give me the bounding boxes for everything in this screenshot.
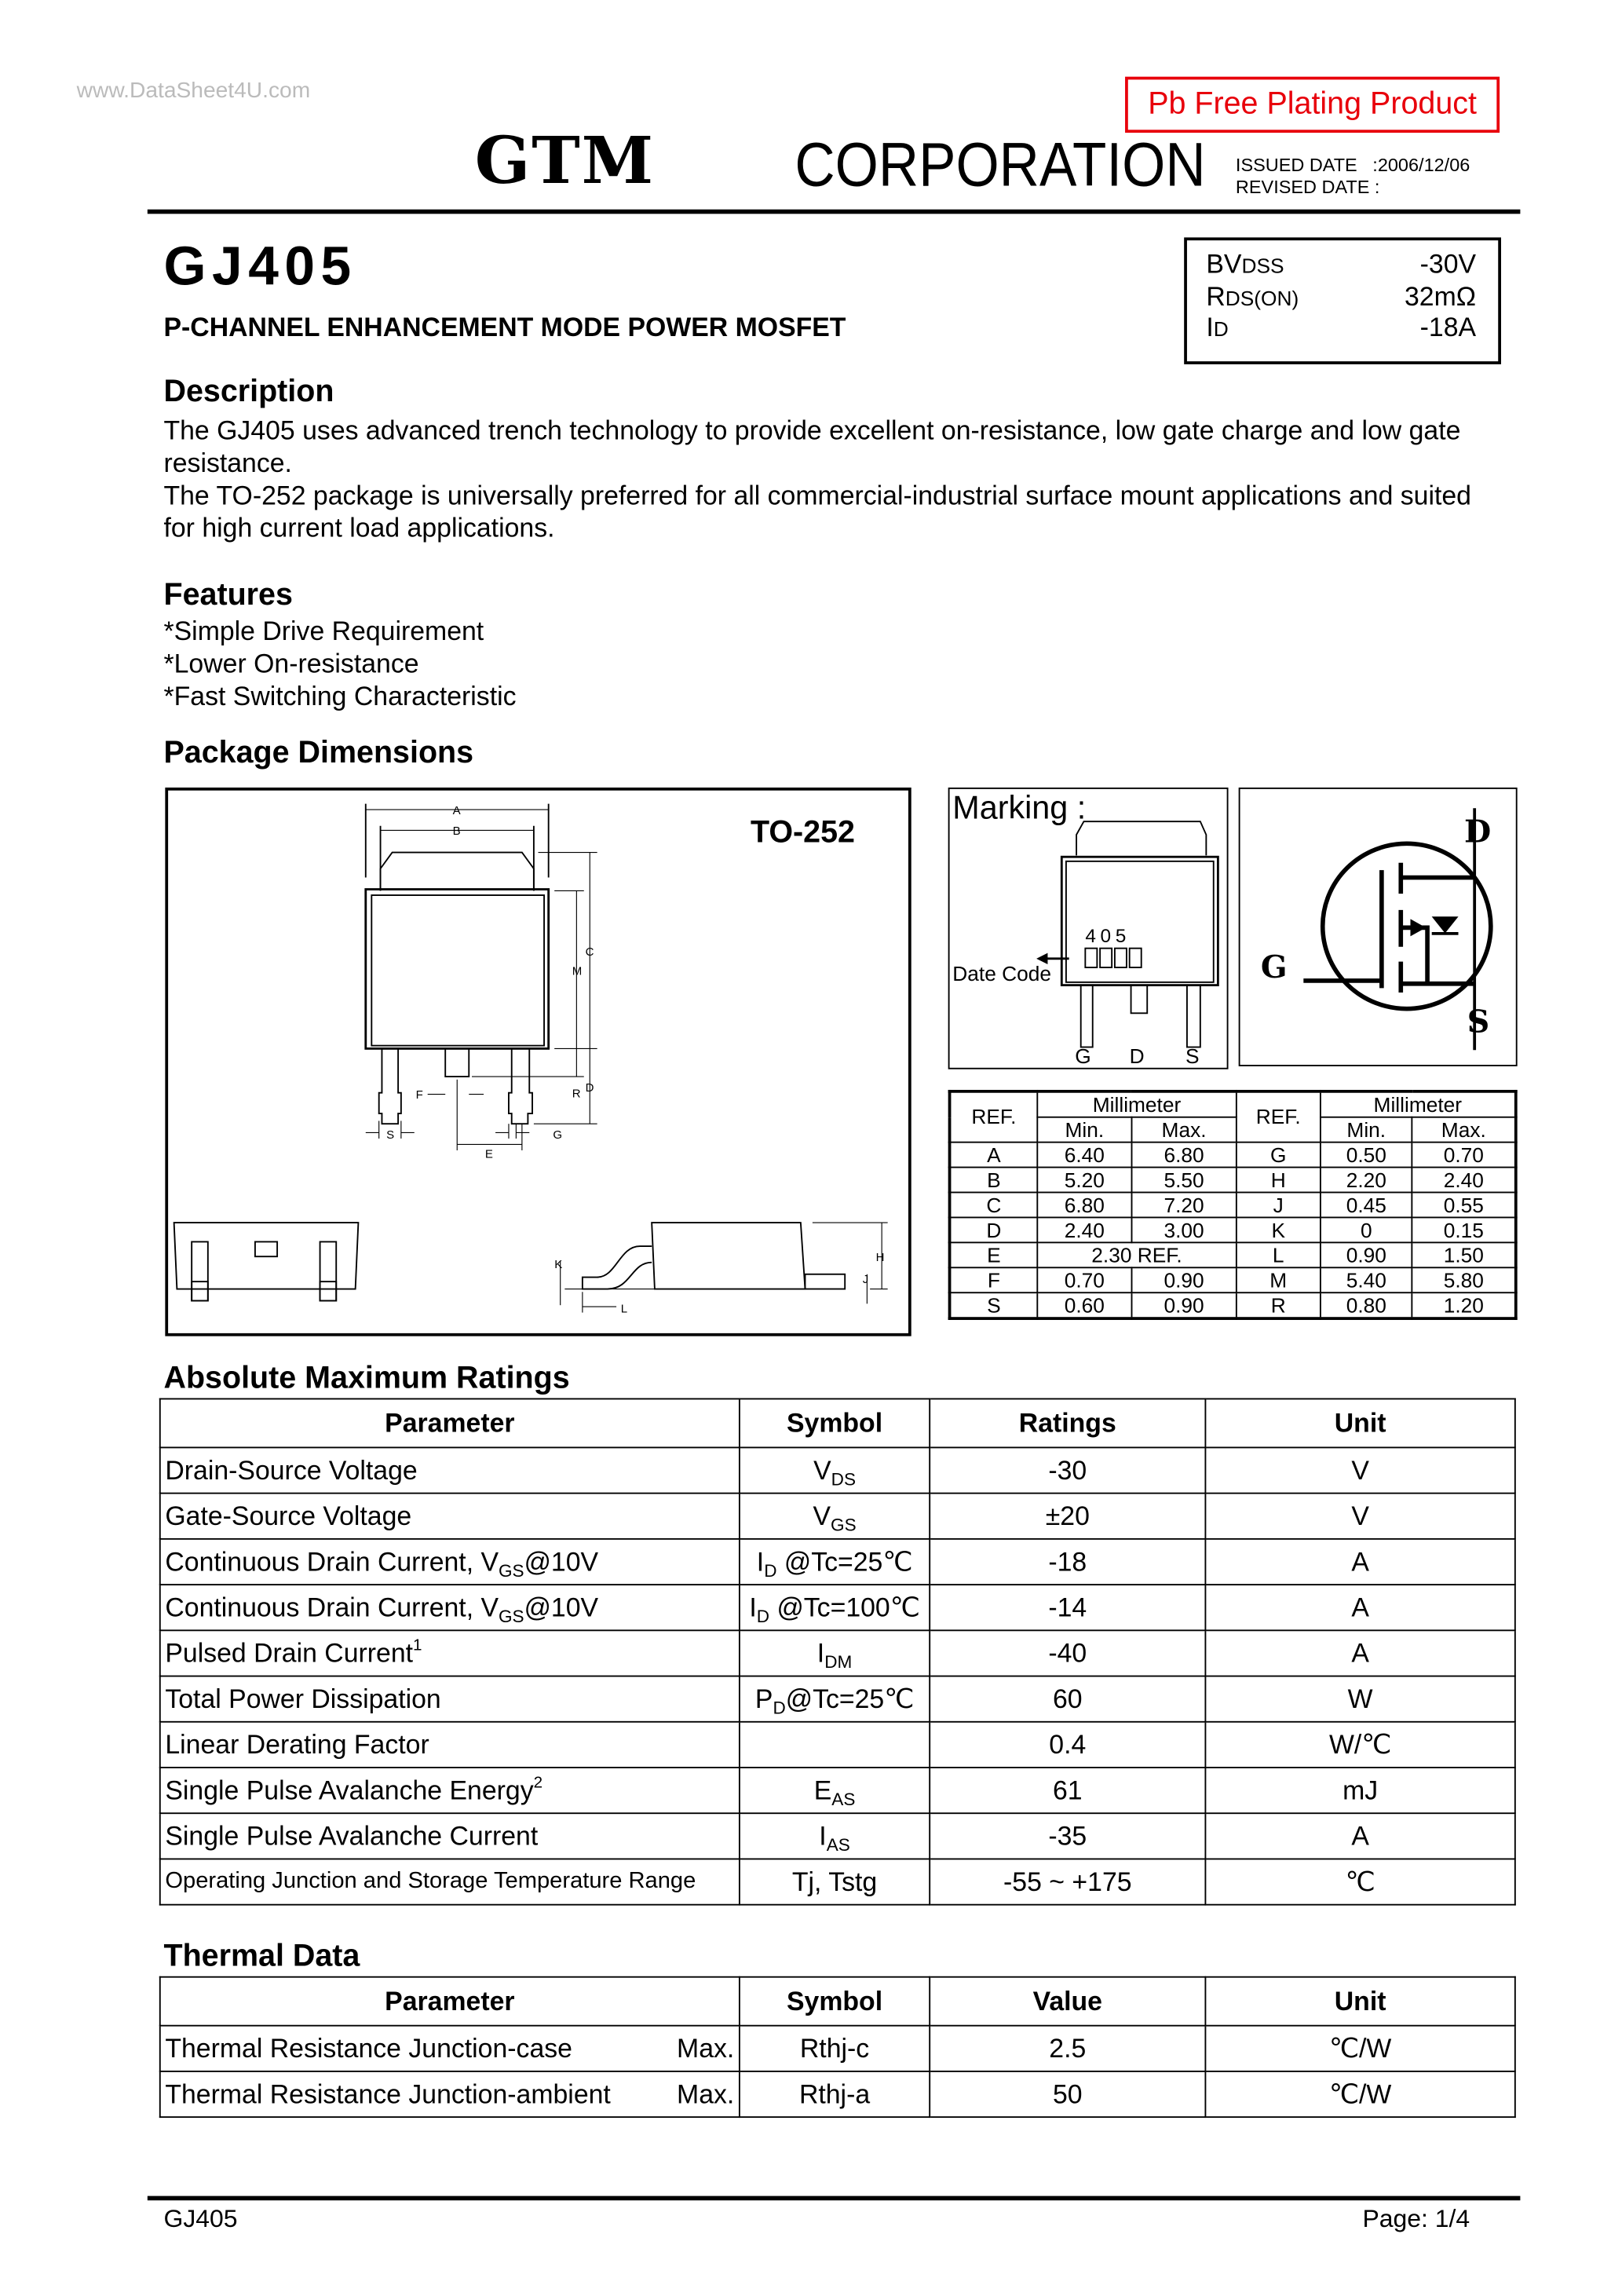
table-row (160, 2026, 1515, 2071)
rating-value: -30 (930, 1447, 1205, 1493)
thermal-qualifier: Max. (677, 2078, 735, 2108)
rating-symbol: $I_{DM}$ (740, 1630, 930, 1676)
dim-ref: H (1237, 1168, 1321, 1193)
dimension-row (950, 1168, 1516, 1193)
dim-max: 6.80 (1131, 1143, 1236, 1168)
dim-max: 0.90 (1131, 1292, 1236, 1318)
rating-unit: ℃ (1205, 1859, 1514, 1904)
dim-max: 1.20 (1412, 1292, 1516, 1318)
pb-free-badge: Pb Free Plating Product (1125, 77, 1500, 133)
mm-header: Millimeter (1037, 1091, 1236, 1117)
description-text: The GJ405 uses advanced trench technology to provide excellent on-resistance, low gate charge and low gate resistance. The TO-252 package is universally preferred for all commercial-industrial surface mount applications and suited for high current load applications. (163, 415, 1471, 543)
rating-value: 0.4 (930, 1722, 1205, 1768)
dim-min: 0.70 (1037, 1267, 1131, 1292)
feature-item: *Fast Switching Characteristic (163, 681, 517, 711)
thermal-unit: ℃/W (1205, 2071, 1514, 2117)
thermal-parameter-name: Thermal Resistance Junction-ambient (165, 2078, 611, 2108)
mm-header: Millimeter (1321, 1091, 1516, 1117)
dim-ref: G (1237, 1143, 1321, 1168)
dim-min: 0.60 (1037, 1292, 1131, 1318)
to252-side-view (561, 1223, 888, 1313)
dimension-row (950, 1267, 1516, 1292)
dim-ref: E (950, 1242, 1038, 1267)
dim-ref: A (950, 1143, 1038, 1168)
rating-value: 60 (930, 1676, 1205, 1722)
rating-unit: A (1205, 1539, 1514, 1585)
dim-min: 2.40 (1037, 1217, 1131, 1242)
product-subtitle: P-CHANNEL ENHANCEMENT MODE POWER MOSFET (163, 313, 846, 342)
table-row (160, 1768, 1515, 1813)
rating-value: -18 (930, 1539, 1205, 1585)
rating-value: -14 (930, 1585, 1205, 1630)
thermal-unit: ℃/W (1205, 2026, 1514, 2071)
rating-parameter: Gate-Source Voltage (160, 1493, 740, 1539)
dim-label-e: E (484, 1147, 493, 1161)
marking-package-drawing (1038, 821, 1218, 1047)
dimensions-table (948, 1090, 1518, 1320)
min-header: Min. (1321, 1117, 1412, 1143)
dim-label-l: L (620, 1302, 628, 1316)
rating-parameter: Continuous Drain Current, $V_{GS}@10V$ (160, 1585, 740, 1630)
ratings-table: Parameter Symbol Ratings Unit Drain-Source Voltage $V_{DS}$ -30 V Gate-Source Voltage $V_{GS}$ ±20 V Continuous Drain Current, $V_{GS}@10V$ $I_D$ @Tc=25℃ -18 A Continuous Drain Current, $V_{GS}@10V$ $I_D$ @Tc=100℃ -14 A Pulsed Drain Current$^1$ $I_{DM}$ -40 A Total Power Dissipation $P_D@Tc=25℃$ 60 W Linear Derating Factor 0.4 W/℃ Single Pulse Avalanche Energy$^2$ $E_{AS}$ 61 mJ Single Pulse Avalanche Current $I_{AS}$ -35 A Operating Junction and Storage Temperature Range Tj, Tstg -55 ~ +175 ℃ (159, 1398, 1516, 1906)
dim-ref: S (950, 1292, 1038, 1318)
dim-label-j: J (862, 1273, 869, 1287)
thermal-symbol: Rthj-c (740, 2026, 930, 2071)
rating-unit: mJ (1205, 1768, 1514, 1813)
table-row (160, 1859, 1515, 1904)
rating-parameter: Total Power Dissipation (160, 1676, 740, 1722)
package-name: TO-252 (750, 815, 856, 850)
table-row (160, 2071, 1515, 2117)
rating-symbol: $I_{AS}$ (740, 1813, 930, 1859)
ref-header: REF. (950, 1091, 1038, 1143)
dim-min: 5.40 (1321, 1267, 1412, 1292)
thermal-parameter (160, 2026, 740, 2071)
dim-min: 0.45 (1321, 1193, 1412, 1218)
rating-symbol (740, 1722, 930, 1768)
date-code-label: Date Code (952, 961, 1052, 985)
rating-symbol: $I_D$ @Tc=100℃ (740, 1585, 930, 1630)
pin-label-d: D (1129, 1044, 1145, 1068)
dimension-row (950, 1217, 1516, 1242)
dim-max: 7.20 (1131, 1193, 1236, 1218)
rating-parameter: Operating Junction and Storage Temperature Range (160, 1859, 740, 1904)
brand-logo: GTM (474, 123, 655, 199)
rating-unit: A (1205, 1813, 1514, 1859)
dim-min: 2.20 (1321, 1168, 1412, 1193)
rating-symbol: Tj, Tstg (740, 1859, 930, 1904)
symbol-drain-label: D (1464, 812, 1492, 850)
dim-max: 5.80 (1412, 1267, 1516, 1292)
thermal-symbol: Rthj-a (740, 2071, 930, 2117)
max-header: Max. (1131, 1117, 1236, 1143)
dim-max: 2.40 (1412, 1168, 1516, 1193)
dim-min: 6.80 (1037, 1193, 1131, 1218)
footer-part: GJ405 (163, 2204, 238, 2233)
pin-label-g: G (1075, 1044, 1091, 1068)
dim-label-r: R (572, 1087, 581, 1101)
rating-parameter: Single Pulse Avalanche Energy$^2$ (160, 1768, 740, 1813)
rating-parameter: Single Pulse Avalanche Current (160, 1813, 740, 1859)
dim-ref: R (1237, 1292, 1321, 1318)
dim-max: 1.50 (1412, 1242, 1516, 1267)
rating-unit: A (1205, 1630, 1514, 1676)
issued-date-value: :2006/12/06 (1372, 155, 1470, 176)
watermark: www.DataSheet4U.com (76, 78, 311, 104)
symbol-source-label: S (1467, 1003, 1490, 1040)
table-row (160, 1539, 1515, 1585)
dim-min: 0.50 (1321, 1143, 1412, 1168)
revised-date-label: REVISED DATE : (1235, 177, 1380, 198)
dim-label-c: C (585, 945, 594, 960)
dim-ref: F (950, 1267, 1038, 1292)
dim-max: 0.55 (1412, 1193, 1516, 1218)
dim-max: 0.70 (1412, 1143, 1516, 1168)
rating-symbol: $V_{GS}$ (740, 1493, 930, 1539)
dim-ref: B (950, 1168, 1038, 1193)
spec-bvdss: BVDSS -30V (1206, 249, 1477, 279)
dim-ref: D (950, 1217, 1038, 1242)
rating-parameter: Drain-Source Voltage (160, 1447, 740, 1493)
dim-ref: M (1237, 1267, 1321, 1292)
dim-label-b: B (452, 824, 461, 839)
dim-ref-value: 2.30 REF. (1037, 1242, 1236, 1267)
table-row (160, 1630, 1515, 1676)
dim-label-s: S (386, 1128, 395, 1142)
feature-item: *Lower On-resistance (163, 649, 419, 678)
dim-label-d: D (585, 1080, 594, 1095)
dim-label-f: F (415, 1088, 423, 1102)
thermal-value: 50 (930, 2071, 1205, 2117)
rating-unit: V (1205, 1493, 1514, 1539)
table-row (160, 1447, 1515, 1493)
ratings-heading: Absolute Maximum Ratings (163, 1361, 570, 1395)
dim-label-h: H (875, 1250, 885, 1264)
dimension-row (950, 1292, 1516, 1318)
dim-min: 0 (1321, 1217, 1412, 1242)
pin-label-s: S (1185, 1044, 1200, 1068)
rating-parameter: Pulsed Drain Current$^1$ (160, 1630, 740, 1676)
page-number: Page: 1/4 (1362, 2204, 1470, 2233)
dim-max: 5.50 (1131, 1168, 1236, 1193)
dim-ref: J (1237, 1193, 1321, 1218)
features-heading: Features (163, 578, 293, 612)
spec-id: ID -18A (1206, 313, 1477, 342)
rating-symbol: $E_{AS}$ (740, 1768, 930, 1813)
rating-unit: V (1205, 1447, 1514, 1493)
corporation-label: CORPORATION (795, 130, 1206, 199)
footer-rule (148, 2196, 1521, 2201)
rating-unit: W (1205, 1676, 1514, 1722)
dimension-row (950, 1143, 1516, 1168)
thermal-table: Parameter Symbol Value Unit Thermal Resistance Junction-case Max. Rthj-c 2.5 ℃/W Thermal Resistance Junction-ambient Max. Rthj-a 50 ℃/W (159, 1976, 1516, 2118)
dim-min: 6.40 (1037, 1143, 1131, 1168)
rating-value: -35 (930, 1813, 1205, 1859)
marking-label: Marking : (952, 788, 1087, 826)
rating-value: 61 (930, 1768, 1205, 1813)
dim-label-m: M (572, 964, 583, 978)
rating-symbol: $P_D@Tc=25℃$ (740, 1676, 930, 1722)
description-heading: Description (163, 375, 334, 409)
package-heading: Package Dimensions (163, 736, 474, 770)
rating-symbol: $V_{DS}$ (740, 1447, 930, 1493)
rating-value: -55 ~ +175 (930, 1859, 1205, 1904)
rating-parameter: Continuous Drain Current, $V_{GS}@10V$ (160, 1539, 740, 1585)
issued-date-label: ISSUED DATE (1235, 155, 1357, 176)
dim-ref: L (1237, 1242, 1321, 1267)
table-row (160, 1676, 1515, 1722)
rating-parameter: Linear Derating Factor (160, 1722, 740, 1768)
table-row (160, 1585, 1515, 1630)
marking-code: 405 (1085, 924, 1131, 947)
table-row (160, 1722, 1515, 1768)
thermal-value: 2.5 (930, 2026, 1205, 2071)
part-number: GJ405 (163, 236, 357, 297)
rating-value: ±20 (930, 1493, 1205, 1539)
to252-front-view (174, 1223, 359, 1301)
dim-min: 5.20 (1037, 1168, 1131, 1193)
rating-unit: W/℃ (1205, 1722, 1514, 1768)
thermal-parameter (160, 2071, 740, 2117)
feature-item: *Simple Drive Requirement (163, 616, 484, 646)
symbol-gate-label: G (1260, 948, 1288, 985)
rating-symbol: $I_D$ @Tc=25℃ (740, 1539, 930, 1585)
dim-label-k: K (554, 1258, 563, 1272)
ref-header: REF. (1237, 1091, 1321, 1143)
dim-min: 0.80 (1321, 1292, 1412, 1318)
dimension-row (950, 1193, 1516, 1218)
rating-value: -40 (930, 1630, 1205, 1676)
dimension-row (950, 1242, 1516, 1267)
dim-max: 0.90 (1131, 1267, 1236, 1292)
min-header: Min. (1037, 1117, 1131, 1143)
table-row (160, 1813, 1515, 1859)
dim-min: 0.90 (1321, 1242, 1412, 1267)
spec-rdson: RDS(ON) 32mΩ (1206, 281, 1477, 312)
to252-top-view (366, 804, 597, 1150)
max-header: Max. (1412, 1117, 1516, 1143)
mosfet-symbol-icon (1303, 808, 1491, 1050)
dim-label-a: A (452, 803, 461, 817)
dim-max: 3.00 (1131, 1217, 1236, 1242)
dim-ref: C (950, 1193, 1038, 1218)
dim-label-g: G (553, 1128, 563, 1142)
thermal-qualifier: Max. (677, 2033, 735, 2063)
thermal-parameter-name: Thermal Resistance Junction-case (165, 2033, 572, 2063)
table-row (160, 1493, 1515, 1539)
rating-unit: A (1205, 1585, 1514, 1630)
thermal-heading: Thermal Data (163, 1939, 360, 1974)
dim-max: 0.15 (1412, 1217, 1516, 1242)
dim-ref: K (1237, 1217, 1321, 1242)
